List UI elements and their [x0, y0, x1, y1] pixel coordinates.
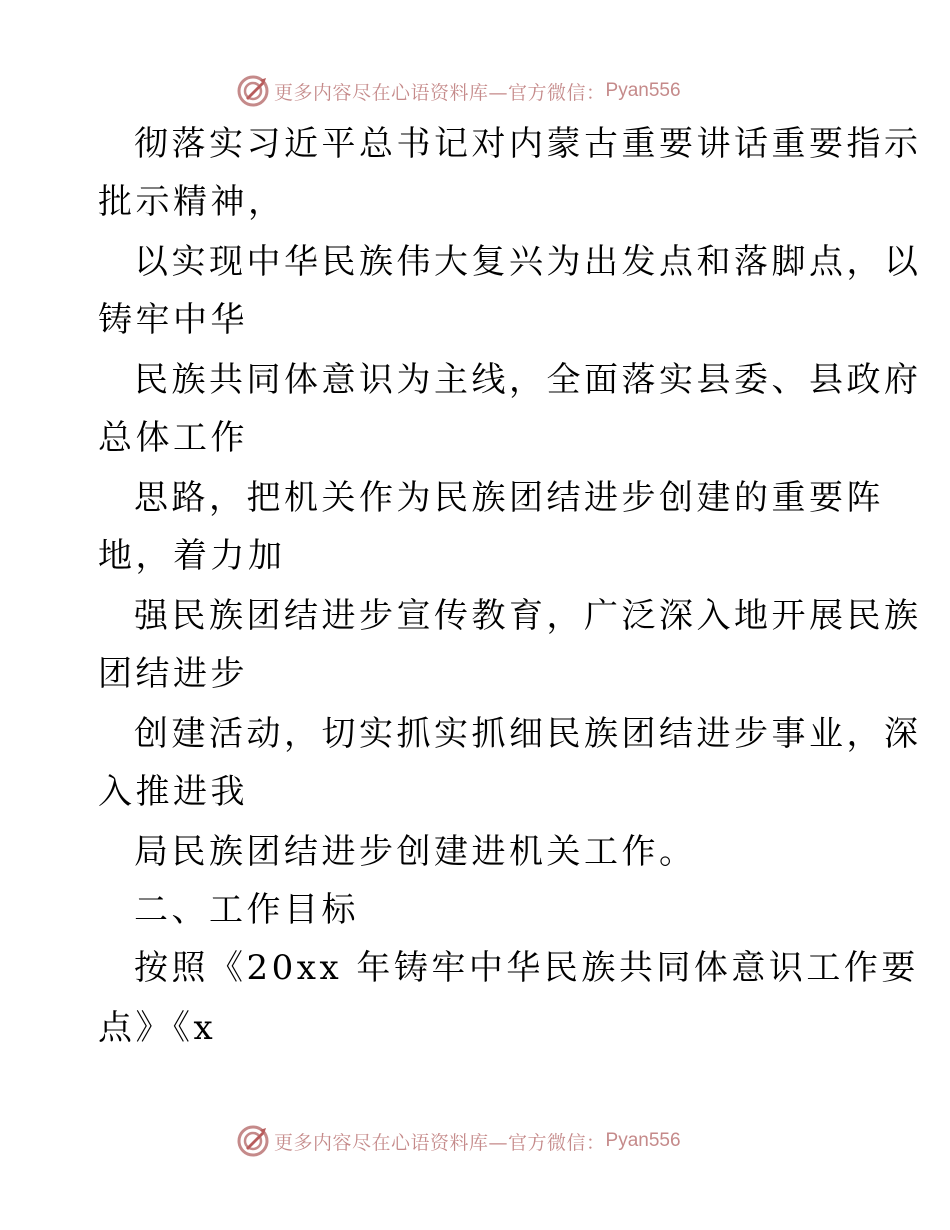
pen-nib-logo-icon [236, 74, 270, 108]
body-line: 批示精神， [98, 182, 286, 222]
pen-nib-logo-icon [236, 1124, 270, 1158]
body-line: 创建活动，切实抓实抓细民族团结进步事业，深 [134, 714, 922, 754]
watermark-wechat-id: Pyan556 [605, 1130, 681, 1151]
body-line: 点》《x [98, 1008, 217, 1048]
watermark-text: 更多内容尽在心语资料库—官方微信： [274, 1131, 606, 1154]
body-line: 以实现中华民族伟大复兴为出发点和落脚点，以 [134, 242, 922, 282]
body-line: 地，着力加 [98, 536, 286, 576]
header-watermark [236, 74, 681, 108]
body-line: 入推进我 [98, 772, 248, 812]
body-line: 铸牢中华 [98, 300, 248, 340]
section-heading: 二、工作目标 [134, 890, 359, 930]
body-line: 强民族团结进步宣传教育，广泛深入地开展民族 [134, 596, 922, 636]
body-line: 彻落实习近平总书记对内蒙古重要讲话重要指示 [134, 124, 922, 164]
watermark-text: 更多内容尽在心语资料库—官方微信： [274, 81, 606, 104]
body-line: 民族共同体意识为主线，全面落实县委、县政府 [134, 360, 922, 400]
watermark-wechat-id: Pyan556 [605, 80, 681, 101]
body-line: 按照《20xx 年铸牢中华民族共同体意识工作要 [134, 948, 919, 988]
footer-watermark [236, 1124, 681, 1158]
body-line: 局民族团结进步创建进机关工作。 [134, 832, 697, 872]
body-line: 团结进步 [98, 654, 248, 694]
body-line: 思路，把机关作为民族团结进步创建的重要阵 [134, 478, 884, 518]
body-line: 总体工作 [98, 418, 248, 458]
